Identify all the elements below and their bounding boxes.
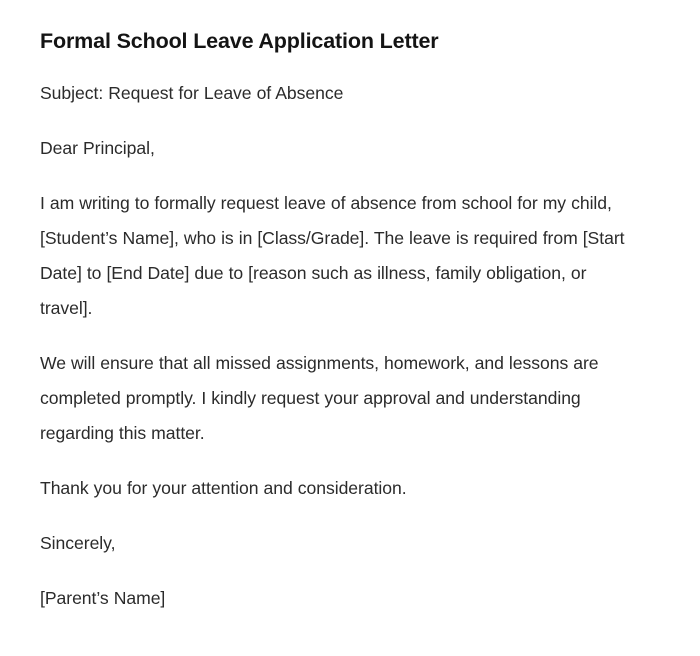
page-title: Formal School Leave Application Letter [40, 29, 439, 53]
body-paragraph-2: We will ensure that all missed assignments, homework, and lessons are completed promptly. I kindly request your approval and understanding regarding this matter. [40, 353, 599, 443]
signature-name: [Parent’s Name] [40, 588, 166, 608]
letter-body [40, 76, 642, 616]
body-paragraph-1: I am writing to formally request leave of absence from school for my child, [Student’s Name], who is in [Class/Grade]. The leave is required from [Start Date] to [End Date] due to [reason such as illness, family obligation, or travel]. [40, 193, 625, 318]
salutation: Dear Principal, [40, 138, 155, 158]
subject-line: Subject: Request for Leave of Absence [40, 83, 344, 103]
body-paragraph-3: Thank you for your attention and consideration. [40, 478, 407, 498]
closing: Sincerely, [40, 533, 116, 553]
